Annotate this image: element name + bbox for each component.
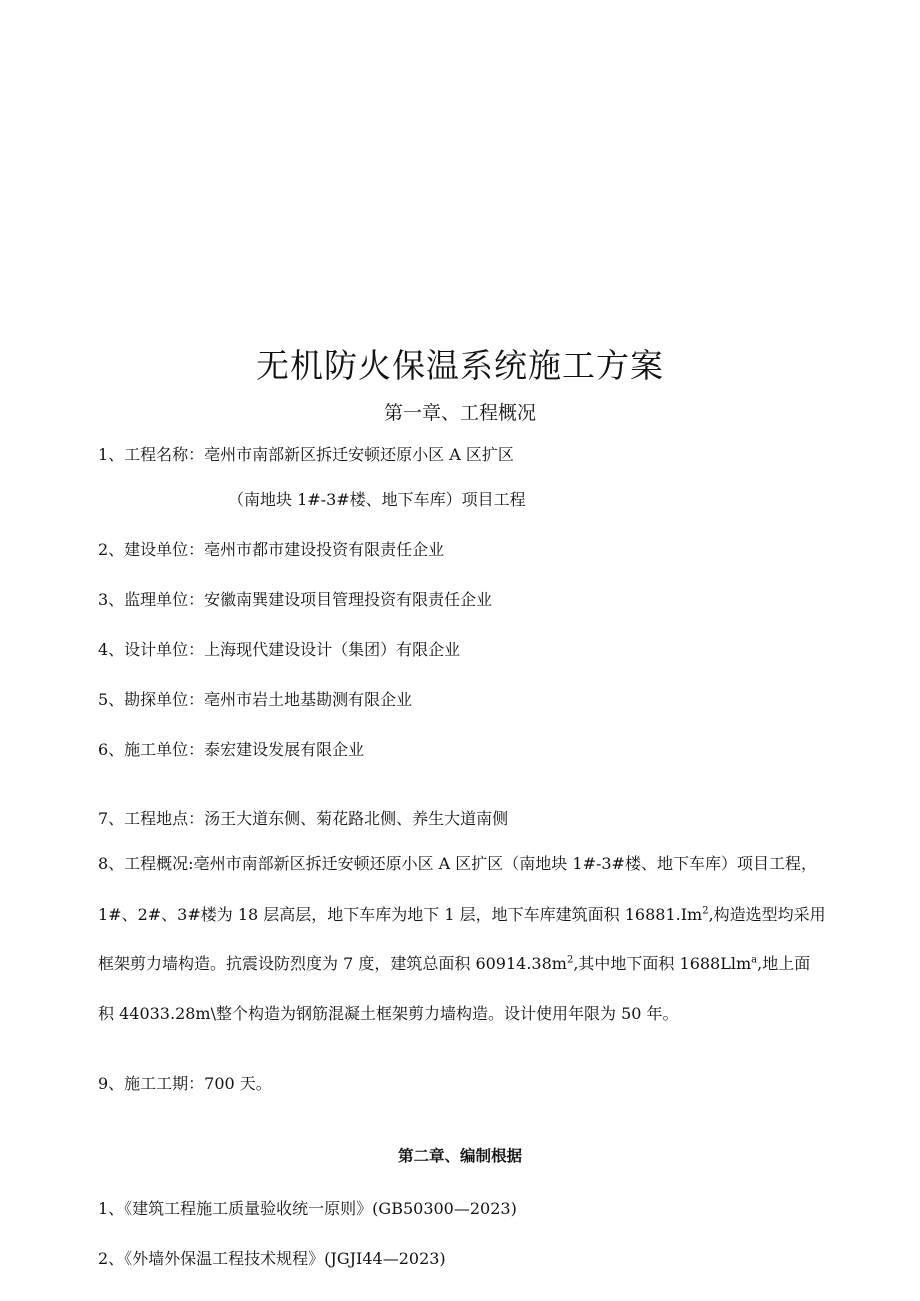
overview-line-4: 积 44033.28m\整个构造为钢筋混凝土框架剪力墙构造。设计使用年限为 50 年。 [98, 1004, 679, 1023]
overview-line-3: 框架剪力墙构造。抗震设防烈度为 7 度，建筑总面积 $60914.38m^2$,其中地下面积 1688Llm$^a$,地上面 [98, 954, 811, 973]
reference-item-2: 2、《外墙外保温工程技术规程》(JGJI44—2023) [98, 1249, 446, 1268]
design-unit-line: 4、设计单位：上海现代建设设计（集团）有限企业 [98, 640, 461, 659]
chapter1-heading: 第一章、工程概况 [383, 402, 536, 424]
overview-line-2: 1#、2#、3#楼为 18 层高层，地下车库为地下 1 层，地下车库建筑面积 16881.Im$^2$,构造选型均采用 [98, 905, 826, 924]
project-duration-line: 9、施工工期：700 天。 [98, 1074, 272, 1093]
construction-unit-line: 2、建设单位：亳州市都市建设投资有限责任企业 [98, 540, 445, 559]
reference-item-1: 1、《建筑工程施工质量验收统一原则》(GB50300—2023) [98, 1199, 517, 1218]
chapter2-heading: 第二章、编制根据 [397, 1146, 522, 1165]
survey-unit-line: 5、勘探单位：亳州市岩土地基勘测有限企业 [98, 690, 413, 709]
overview-line-1: 8、工程概况:亳州市南部新区拆迁安顿还原小区 A 区扩区（南地块 1#-3#楼、地下车库）项目工程， [98, 854, 817, 873]
supervision-unit-line: 3、监理单位：安徽南巽建设项目管理投资有限责任企业 [98, 590, 493, 609]
builder-unit-line: 6、施工单位：泰宏建设发展有限企业 [98, 740, 365, 759]
project-location-line: 7、工程地点：汤王大道东侧、菊花路北侧、养生大道南侧 [98, 809, 509, 828]
project-name-line: 1、工程名称：亳州市南部新区拆迁安顿还原小区 A 区扩区 [98, 445, 514, 464]
document-title: 无机防火保温系统施工方案 [256, 346, 664, 385]
project-name-continuation: （南地块 1#-3#楼、地下车库）项目工程 [228, 490, 526, 509]
